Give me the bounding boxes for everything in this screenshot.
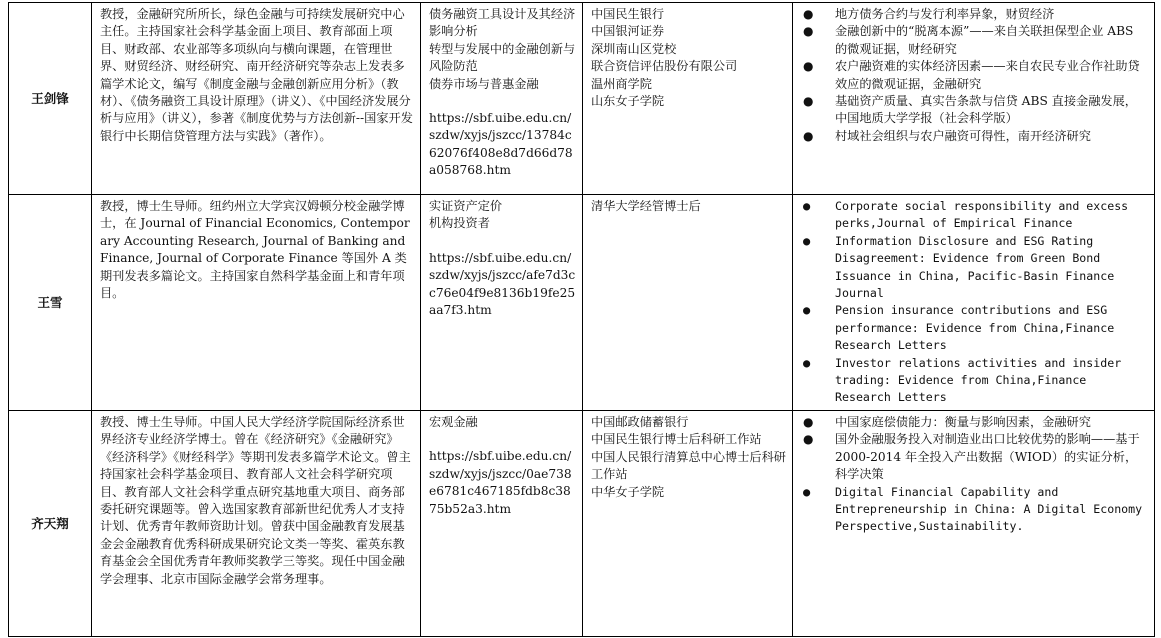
paper-text: 金融创新中的“脱离本源”——来自关联担保型企业 ABS 的微观证据，财经研究 [835,24,1134,56]
profile-link[interactable]: https://sbf.uibe.edu.cn/szdw/xyjs/jszcc/0ae738e6781c467185fdb8c3875b52a3.htm [429,449,572,516]
bio-cell [92,195,421,411]
research-cell [421,3,583,195]
list-item [801,128,1149,145]
bullet-icon: ● [803,432,814,447]
list-item [801,414,1149,431]
table-row [9,3,1155,195]
list-item [801,23,1149,58]
institution-item: 中华女子学院 [591,484,665,499]
table-row [9,410,1155,636]
research-direction: 实证资产定价 [429,199,503,213]
paper-text: 村域社会组织与农户融资可得性，南开经济研究 [835,128,1091,143]
paper-text: 基础资产质量、真实告条款与信贷 ABS 直接金融发展，中国地质大学学报（社会科学版） [835,94,1137,126]
institutions-cell [583,3,793,195]
list-item [801,58,1149,93]
research-direction: 转型与发展中的金融创新与风险防范 [429,41,576,74]
institution-item: 清华大学经管博士后 [591,199,701,213]
research-direction: 宏观金融 [429,414,478,429]
bullet-icon: ● [803,355,811,370]
papers-list [801,6,1149,145]
institution-item: 深圳南山区党校 [591,41,677,56]
list-item [801,431,1149,483]
bio-text: 教授、博士生导师。中国人民大学经济学院国际经济系世界经济专业经济学博士。曾在《经济研究》《金融研究》《经济科学》《财经科学》等期刊发表多篇学术论文。曾主持国家社会科学基金项目、教育部人文社会科学研究项目、教育部人文社会科学重点研究基地重大项目、商务部委托研究课题等。曾入选国家教育部新世纪优秀人才支持计划、优秀青年教师资助计划。曾获中国金融教育发展基金会金融教育优秀科研成果研究论文类一等奖、霍英东教育基金会全国优秀青年教师奖教学三等奖。现任中国金融学会理事、北京市国际金融学会常务理事。 [100,414,411,586]
list-item [801,302,1149,354]
bullet-icon: ● [803,414,814,429]
bio-text: 教授，金融研究所所长，绿色金融与可持续发展研究中心主任。主持国家社会科学基金面上项目、教育部面上项目、财政部、农业部等多项纵向与横向课题，在管理世界、财贸经济、财经研究、南开经济研究等杂志上发表多篇学术论文，编写《制度金融与金融创新应用分析》（教材）、《债务融资工具设计原理》（讲义）、《中国经济发展分析与应用》（讲义），参著《制度优势与方法创新--国家开发银行中长期信贷管理方法与实践》（著作）。 [100,7,413,143]
institution-item: 中国民生银行 [591,7,665,21]
table-row [9,195,1155,411]
institution-item: 联合资信评估股份有限公司 [591,59,738,74]
papers-cell [793,410,1155,636]
paper-text: 地方债务合约与发行利率异象，财贸经济 [835,7,1055,21]
bullet-icon: ● [803,7,814,21]
paper-text: Information Disclosure and ESG Rating Disagreement: Evidence from Green Bond Issuance in China, Pacific-Basin Finance Journal [835,233,1115,301]
research-direction: 机构投资者 [429,216,490,231]
institution-item: 中国民生银行博士后科研工作站 [591,432,762,447]
paper-text: 国外金融服务投入对制造业出口比较优势的影响——基于 2000-2014 年全投入产出数据（WIOD）的实证分析，科学决策 [835,432,1140,482]
institutions-cell [583,195,793,411]
papers-list [801,198,1149,407]
institution-item: 山东女子学院 [591,94,665,109]
paper-text: Pension insurance contributions and ESG performance: Evidence from China,Finance Research Letters [835,303,1115,353]
list-item [801,93,1149,128]
bio-text: 教授，博士生导师。纽约州立大学宾汉姆顿分校金融学博士，在 Journal of Financial Economics, Contemporary Accounting Research, Journal of Banking and Finance, Journal of Corporate Finance 等国外 A 类期刊发表多篇论文。主持国家自然科学基金面上和青年项目。 [100,199,410,301]
bio-cell [92,410,421,636]
research-cell [421,410,583,636]
institution-item: 中国银河证券 [591,24,665,39]
profile-link[interactable]: https://sbf.uibe.edu.cn/szdw/xyjs/jszcc/afe7d3cc76e04f9e8136b19fe25aa7f3.htm [429,250,576,318]
bullet-icon: ● [803,303,811,318]
paper-text: Digital Financial Capability and Entrepreneurship in China: A Digital Economy Perspective,Sustainability. [835,484,1143,534]
paper-text: Investor relations activities and insider trading: Evidence from China,Finance Research Letters [835,355,1122,405]
bullet-icon: ● [803,484,811,499]
faculty-table [8,2,1155,637]
paper-text: 农户融资难的实体经济因素——来自农民专业合作社助贷效应的微观证据，金融研究 [835,59,1140,91]
bullet-icon: ● [803,24,814,39]
paper-text: 中国家庭偿债能力：衡量与影响因素，金融研究 [835,414,1091,429]
list-item [801,6,1149,23]
research-direction: 债券市场与普惠金融 [429,76,539,91]
papers-list [801,414,1149,536]
faculty-name: 齐天翔 [9,410,92,636]
bullet-icon: ● [803,59,814,74]
list-item [801,355,1149,407]
bullet-icon: ● [803,199,811,213]
research-direction: 债务融资工具设计及其经济影响分析 [429,7,576,39]
paper-text: Corporate social responsibility and excess perks,Journal of Empirical Finance [835,199,1129,231]
bio-cell [92,3,421,195]
institution-item: 中国人民银行清算总中心博士后科研工作站 [591,449,786,482]
bullet-icon: ● [803,128,814,143]
bullet-icon: ● [803,94,814,109]
institution-item: 温州商学院 [591,76,652,91]
faculty-name: 王雪 [9,195,92,411]
faculty-name: 王剑锋 [9,3,92,195]
institutions-cell [583,410,793,636]
research-cell [421,195,583,411]
list-item [801,198,1149,233]
bullet-icon: ● [803,233,811,248]
papers-cell [793,3,1155,195]
papers-cell [793,195,1155,411]
institution-item: 中国邮政储蓄银行 [591,414,689,429]
list-item [801,484,1149,536]
profile-link[interactable]: https://sbf.uibe.edu.cn/szdw/xyjs/jszcc/13784c62076f408e8d7d66d78a058768.htm [429,111,573,178]
list-item [801,233,1149,303]
